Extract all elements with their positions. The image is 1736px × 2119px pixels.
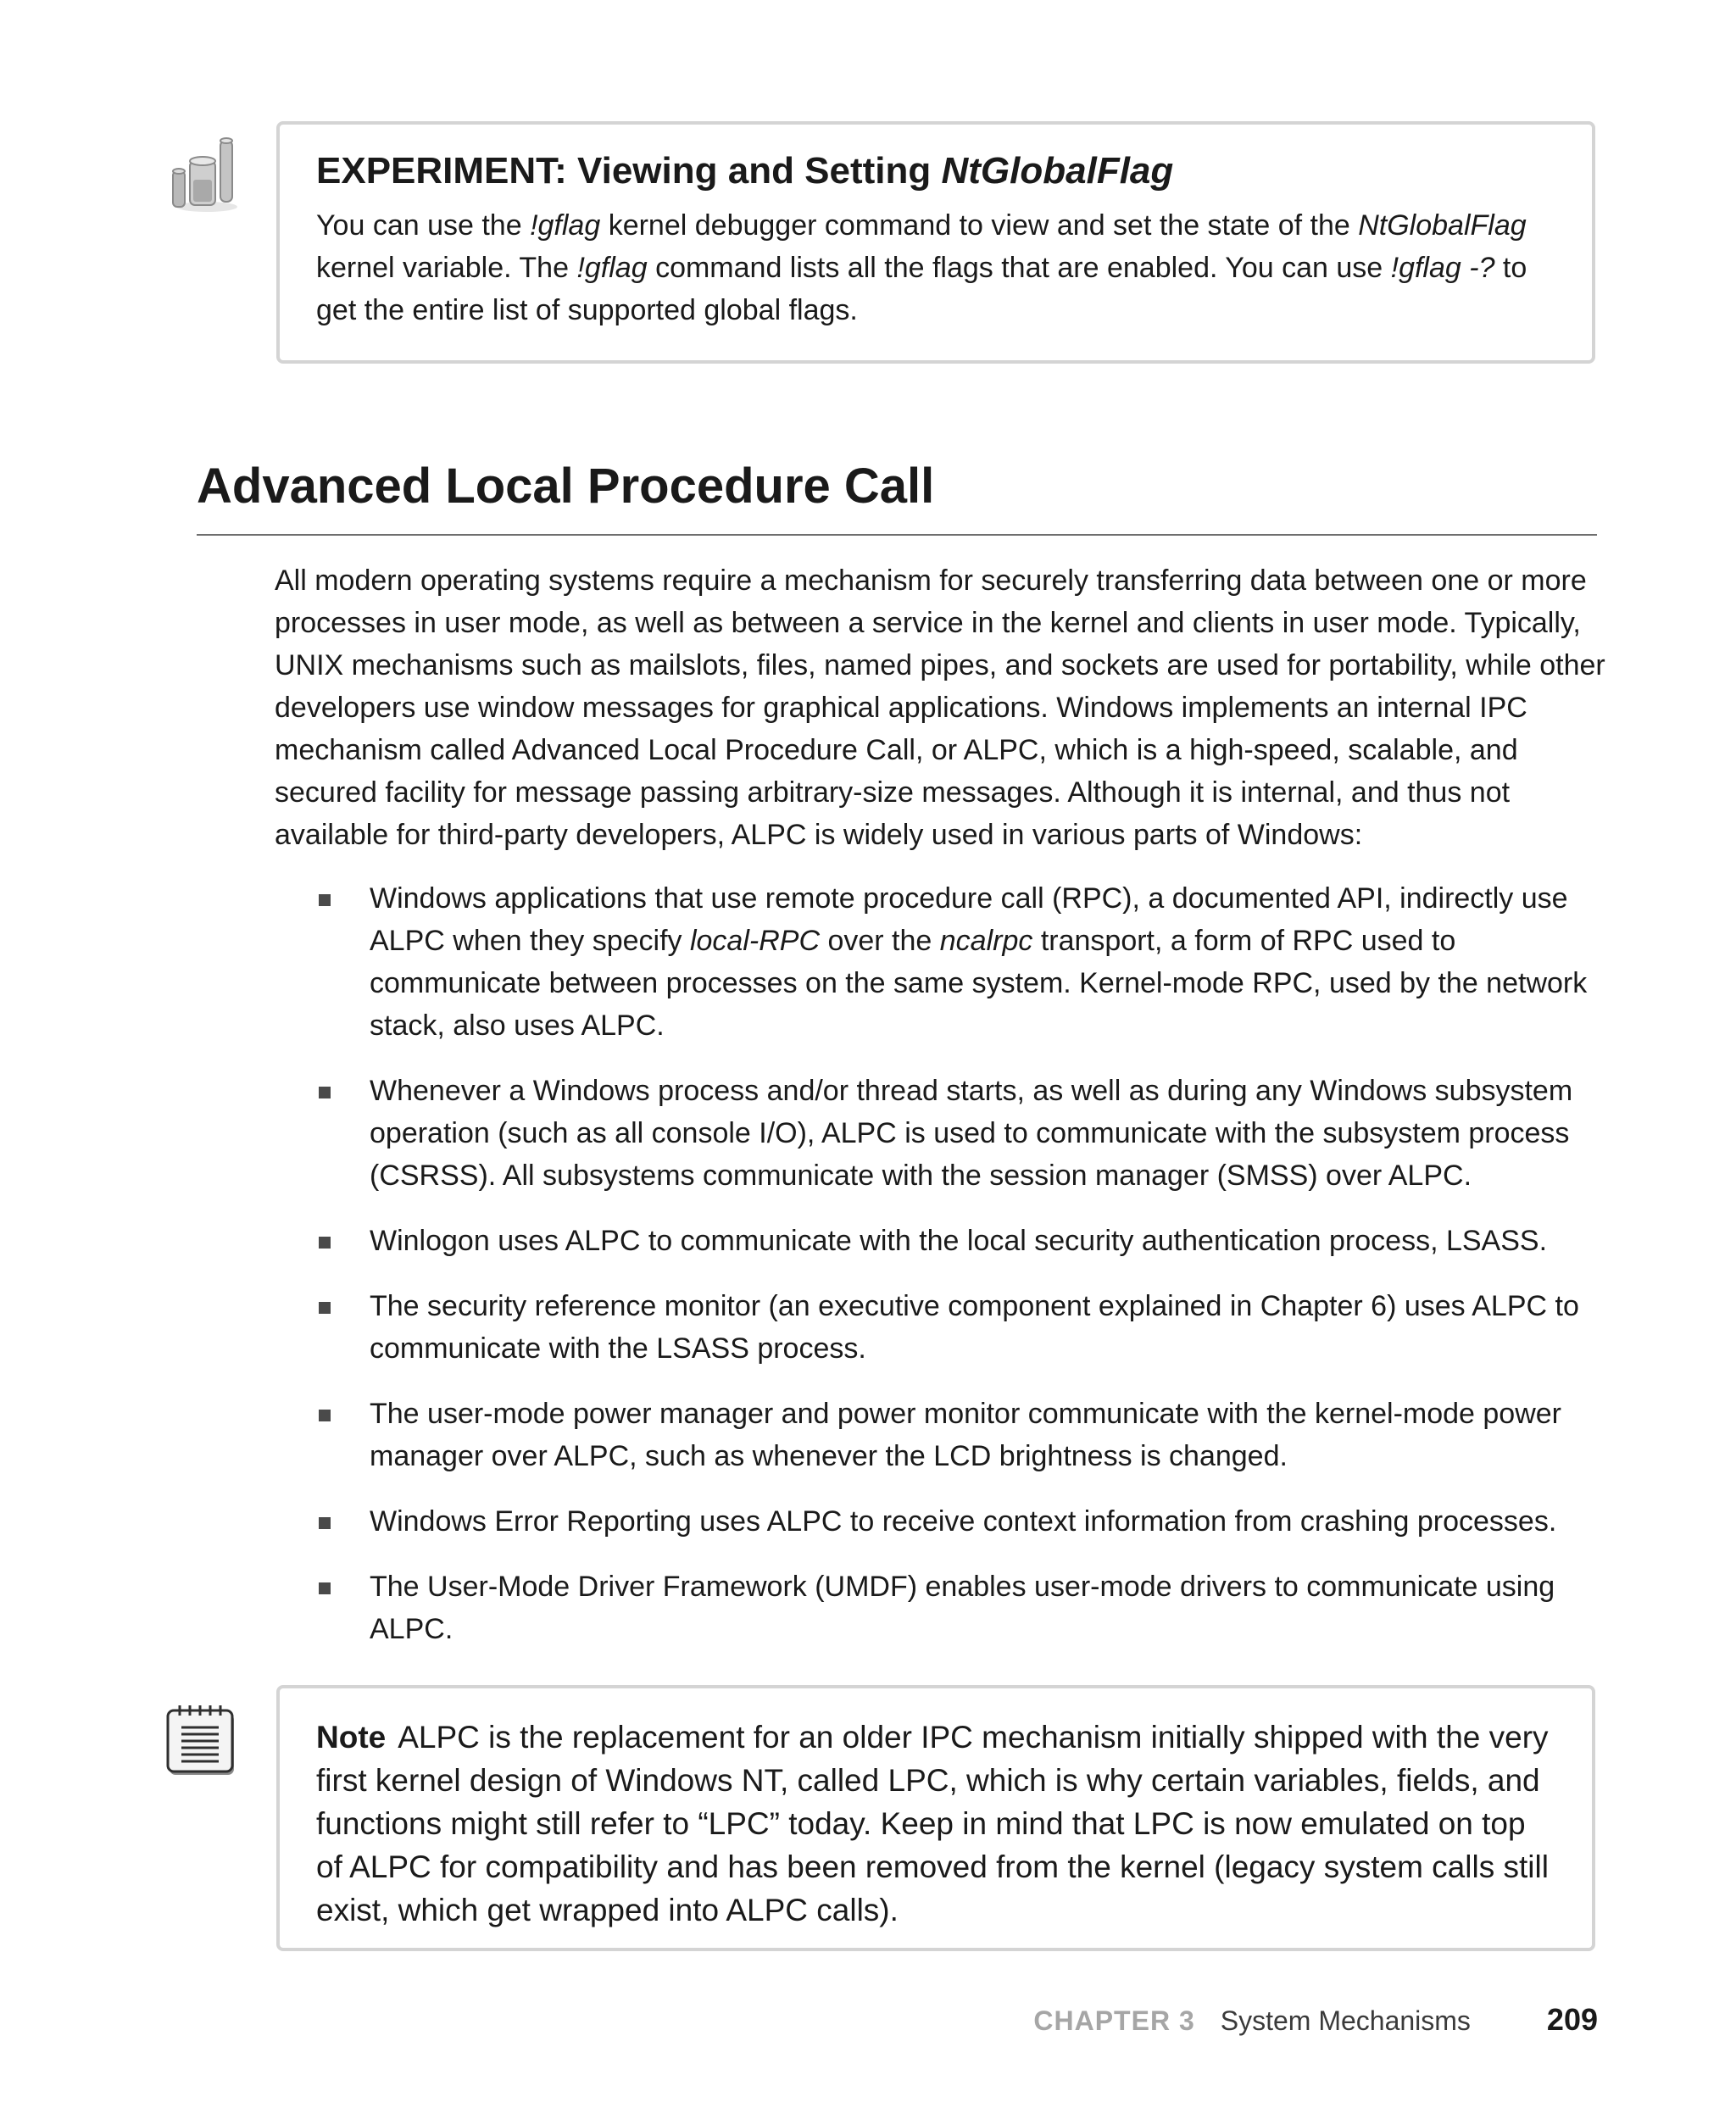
experiment-code-term: NtGlobalFlag: [1358, 209, 1527, 242]
note-label: Note: [316, 1720, 387, 1755]
experiment-text: kernel variable. The: [316, 252, 577, 284]
square-bullet-icon: [319, 1302, 331, 1314]
bullet-term: local-RPC: [689, 925, 821, 957]
list-item: [315, 1220, 1604, 1262]
footer-chapter: CHAPTER 3: [1033, 2005, 1195, 2036]
page-number: 209: [1546, 2002, 1598, 2037]
experiment-code-term: !gflag -?: [1390, 252, 1495, 284]
experiment-code-term: !gflag: [530, 209, 601, 242]
experiment-text: to get the entire list of supported global flags.: [316, 252, 1527, 326]
notepad-icon: [166, 1705, 239, 1778]
experiment-text: kernel debugger command to view and set the state of the: [600, 209, 1359, 242]
bullet-text: over the: [820, 925, 940, 957]
footer-chapter-title: System Mechanisms: [1220, 2005, 1471, 2036]
square-bullet-icon: [319, 894, 331, 906]
experiment-title-prefix: EXPERIMENT: Viewing and Setting: [316, 150, 942, 192]
list-item: [315, 1566, 1604, 1650]
bullet-text: Winlogon uses ALPC to communicate with the local security authentication process, LSASS.: [370, 1225, 1548, 1257]
square-bullet-icon: [319, 1410, 331, 1421]
section-heading: Advanced Local Procedure Call: [197, 459, 935, 514]
square-bullet-icon: [319, 1087, 331, 1098]
experiment-text: You can use the: [316, 209, 531, 242]
list-item: [315, 1285, 1604, 1370]
list-item: [315, 1393, 1604, 1477]
bullet-text: Whenever a Windows process and/or thread starts, as well as during any Windows subsystem operation (such as all console I/O), ALPC is used to communicate with the subsystem process (CSRSS). All subsystems communicate with the session manager (SMSS) over ALPC.: [370, 1075, 1573, 1192]
list-item: [315, 1500, 1604, 1543]
bullet-list: [315, 877, 1604, 1673]
note-body: ALPC is the replacement for an older IPC mechanism initially shipped with the very first kernel design of Windows NT, called LPC, which is why certain variables, fields, and functions might still refer to “LPC” today. Keep in mind that LPC is now emulated on top of ALPC for compatibility and has been removed from the kernel (legacy system calls still exist, which get wrapped into ALPC calls).: [316, 1720, 1549, 1927]
bullet-text: The user-mode power manager and power monitor communicate with the kernel-mode power manager over ALPC, such as whenever the LCD brightness is changed.: [370, 1398, 1562, 1472]
bullet-text: The User-Mode Driver Framework (UMDF) enables user-mode drivers to communicate using ALPC.: [370, 1571, 1555, 1645]
note-text: [316, 1716, 1558, 1932]
intro-paragraph: All modern operating systems require a mechanism for securely transferring data between one or more processes in user mode, as well as between a service in the kernel and clients in user mode. Typically, UNIX mechanisms such as mailslots, files, named pipes, and sockets are used for portability, while other developers use window messages for graphical applications. Windows implements an internal IPC mechanism called Advanced Local Procedure Call, or ALPC, which is a high-speed, scalable, and secured facility for message passing arbitrary-size messages. Although it is internal, and thus not available for third-party developers, ALPC is widely used in various parts of Windows:: [275, 565, 1605, 851]
square-bullet-icon: [319, 1517, 331, 1529]
bullet-text: Windows Error Reporting uses ALPC to receive context information from crashing processes.: [370, 1505, 1557, 1538]
bullet-text: Windows applications that use remote procedure call (RPC), a documented API, indirectly use ALPC when they specify: [370, 882, 1568, 957]
experiment-text: command lists all the flags that are enabled. You can use: [647, 252, 1391, 284]
square-bullet-icon: [319, 1582, 331, 1594]
experiment-title: [316, 150, 1558, 192]
page-footer: [1033, 2002, 1598, 2046]
lab-beaker-icon: [168, 136, 244, 217]
list-item: [315, 1070, 1604, 1197]
bullet-text: The security reference monitor (an executive component explained in Chapter 6) uses ALPC to communicate with the LSASS process.: [370, 1290, 1579, 1365]
section-rule: [197, 534, 1597, 536]
experiment-code-term: !gflag: [576, 252, 648, 284]
bullet-text: transport, a form of RPC used to communicate between processes on the same system. Kernel-mode RPC, used by the network stack, also uses ALPC.: [370, 925, 1588, 1042]
square-bullet-icon: [319, 1237, 331, 1249]
bullet-term: ncalrpc: [939, 925, 1033, 957]
experiment-title-variable: NtGlobalFlag: [941, 150, 1174, 192]
experiment-body: [316, 204, 1558, 331]
list-item: [315, 877, 1604, 1047]
experiment-sidebar: [276, 121, 1595, 364]
note-sidebar: [276, 1685, 1595, 1951]
